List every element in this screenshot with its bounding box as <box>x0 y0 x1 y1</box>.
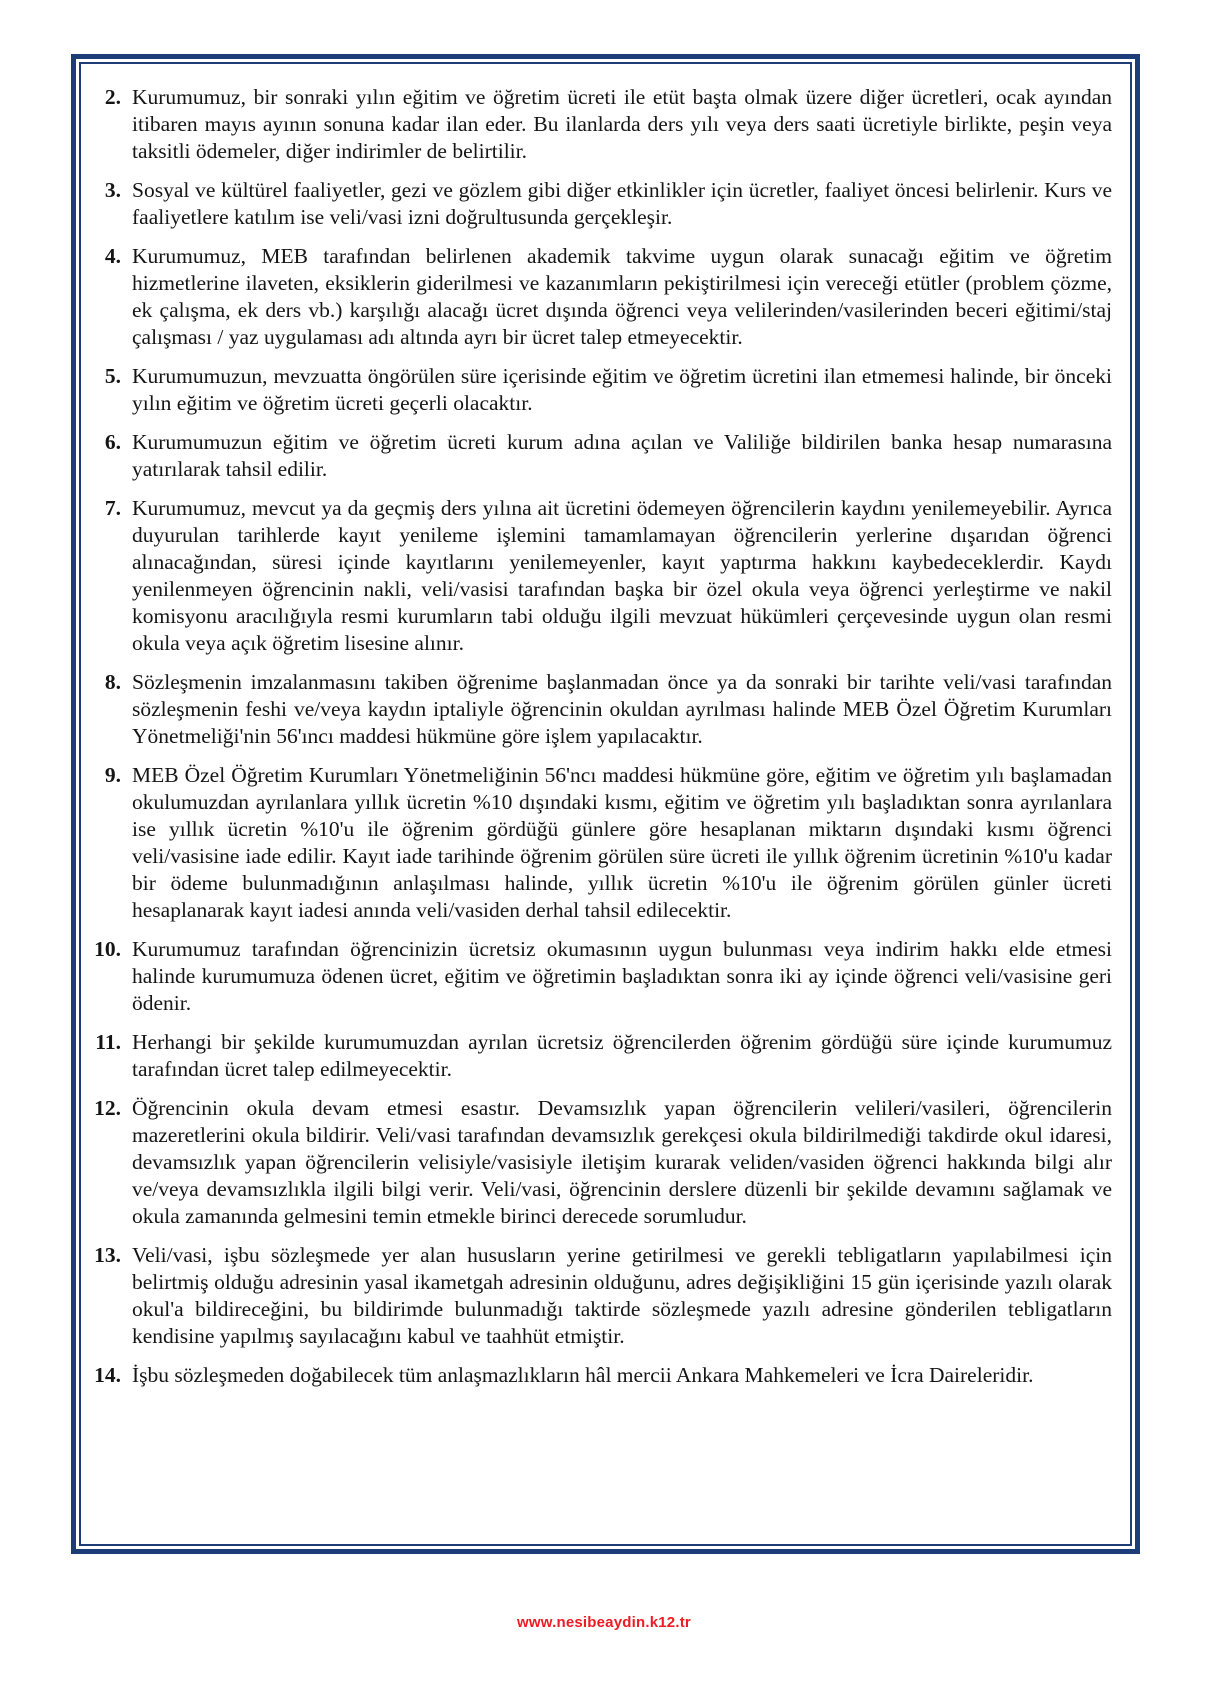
item-number: 13. <box>94 1243 121 1267</box>
list-item <box>93 936 1112 1017</box>
item-number: 6. <box>104 430 121 454</box>
item-number: 8. <box>104 670 121 694</box>
item-number: 12. <box>94 1096 121 1120</box>
item-text: Veli/vasi, işbu sözleşmede yer alan hususların yerine getirilmesi ve gerekli tebligatların yapılabilmesi için belirtmiş olduğu adresinin yasal ikametgah adresinin olduğunu, adres değişikliğini 15 gün içerisinde yazılı olarak okul'a bildireceğini, bu bildirimde bulunmadığı taktirde sözleşmede yazılı adresine gönderilen tebligatların kendisine yapılmış sayılacağını kabul ve taahhüt etmiştir. <box>132 1243 1112 1348</box>
item-text: Herhangi bir şekilde kurumumuzdan ayrılan ücretsiz öğrencilerden öğrenim gördüğü süre içinde kurumumuz tarafından ücret talep edilmeyecektir. <box>132 1030 1112 1081</box>
item-number: 14. <box>94 1363 121 1387</box>
item-text: Öğrencinin okula devam etmesi esastır. Devamsızlık yapan öğrencilerin velileri/vasileri, öğrencilerin mazeretlerini okula bildirir. Veli/vasi tarafından devamsızlık gerekçesi okula bildirilmediği takdirde okul idaresi, devamsızlık yapan öğrencilerin velisiyle/vasisiyle iletişim kurarak veliden/vasiden öğrenci hakkında bilgi alır ve/veya devamsızlıkla ilgili bilgi verir. Veli/vasi, öğrencinin derslere düzenli bir şekilde devamını sağlamak ve okula zamanında gelmesini temin etmekle birinci derecede sorumludur. <box>132 1096 1112 1228</box>
item-text: Sosyal ve kültürel faaliyetler, gezi ve gözlem gibi diğer etkinlikler için ücretler, faaliyet öncesi belirlenir. Kurs ve faaliyetlere katılım ise veli/vasi izni doğrultusunda gerçekleşir. <box>132 178 1112 229</box>
list-item <box>93 669 1112 750</box>
list-item <box>93 1029 1112 1083</box>
item-text: Kurumumuzun, mevzuatta öngörülen süre içerisinde eğitim ve öğretim ücretini ilan etmemesi halinde, bir önceki yılın eğitim ve öğretim ücreti geçerli olacaktır. <box>132 364 1112 415</box>
item-number: 5. <box>104 364 121 388</box>
item-text: Kurumumuz, mevcut ya da geçmiş ders yılına ait ücretini ödemeyen öğrencilerin kaydını yenilemeyebilir. Ayrıca duyurulan tarihlerde kayıt yenileme işlemini tamamlamayan öğrencilerin yerlerine dışarıdan öğrenci alınacağından, süresi içinde kayıtlarını yenilemeyenler, kayıt yaptırma hakkını kaybedeceklerdir. Kaydı yenilenmeyen öğrencinin nakli, veli/vasisi tarafından başka bir özel okula veya öğrenci yerleştirme ve nakil komisyonu aracılığıyla resmi kurumların tabi olduğu ilgili mevzuat hükümleri çerçevesinde uygun olan resmi okula veya açık öğretim lisesine alınır. <box>132 496 1112 655</box>
item-text: Kurumumuz, MEB tarafından belirlenen akademik takvime uygun olarak sunacağı eğitim ve öğretim hizmetlerine ilaveten, eksiklerin giderilmesi ve kazanımların pekiştirilmesi için vereceği etütler (problem çözme, ek çalışma, ek ders vb.) karşılığı alacağı ücret dışında öğrenci veya velilerinden/vasilerinden beceri eğitimi/staj çalışması / yaz uygulaması adı altında ayrı bir ücret talep etmeyecektir. <box>132 244 1112 349</box>
item-number: 11. <box>95 1030 121 1054</box>
item-text: MEB Özel Öğretim Kurumları Yönetmeliğinin 56'ncı maddesi hükmüne göre, eğitim ve öğretim yılı başlamadan okulumuzdan ayrılanlara yıllık ücretin %10 dışındaki kısmı, eğitim ve öğretim yılı başladıktan sonra ayrılanlara ise yıllık ücretin %10'u ile öğrenim gördüğü günlere göre hesaplanan miktarın dışındaki kısmı öğrenci veli/vasisine iade edilir. Kayıt iade tarihinde öğrenim görülen süre ücreti ile yıllık öğrenim ücretinin %10'u kadar bir ödeme bulunmadığının anlaşılması halinde, yıllık ücretin %10'u ile öğrenim görülen günler ücreti hesaplanarak kayıt iadesi anında veli/vasiden derhal tahsil edilecektir. <box>132 763 1112 922</box>
list-item <box>93 762 1112 924</box>
item-text: İşbu sözleşmeden doğabilecek tüm anlaşmazlıkların hâl mercii Ankara Mahkemeleri ve İcra Daireleridir. <box>132 1363 1034 1387</box>
footer-website-url: www.nesibeaydin.k12.tr <box>517 1614 691 1631</box>
list-item <box>93 1095 1112 1230</box>
item-text: Kurumumuz, bir sonraki yılın eğitim ve öğretim ücreti ile etüt başta olmak üzere diğer ücretleri, ocak ayından itibaren mayıs ayının sonuna kadar ilan eder. Bu ilanlarda ders yılı veya ders saati ücretiyle birlikte, peşin veya taksitli ödemeler, diğer indirimler de belirtilir. <box>132 85 1112 163</box>
item-number: 9. <box>104 763 121 787</box>
contract-clause-list <box>93 84 1112 1389</box>
item-number: 4. <box>104 244 121 268</box>
item-number: 3. <box>104 178 121 202</box>
document-inner-frame <box>79 62 1132 1546</box>
list-item <box>93 363 1112 417</box>
item-text: Kurumumuz tarafından öğrencinizin ücretsiz okumasının uygun bulunması veya indirim hakkı elde etmesi halinde kurumumuza ödenen ücret, eğitim ve öğretimin başladıktan sonra iki ay içinde öğrenci veli/vasisine geri ödenir. <box>132 937 1112 1015</box>
list-item <box>93 177 1112 231</box>
item-number: 10. <box>94 937 121 961</box>
item-number: 2. <box>104 85 121 109</box>
list-item <box>93 1362 1112 1389</box>
item-text: Kurumumuzun eğitim ve öğretim ücreti kurum adına açılan ve Valiliğe bildirilen banka hesap numarasına yatırılarak tahsil edilir. <box>132 430 1112 481</box>
item-number: 7. <box>104 496 121 520</box>
list-item <box>93 243 1112 351</box>
list-item <box>93 84 1112 165</box>
list-item <box>93 429 1112 483</box>
document-border-frame <box>71 54 1140 1554</box>
list-item <box>93 495 1112 657</box>
list-item <box>93 1242 1112 1350</box>
item-text: Sözleşmenin imzalanmasını takiben öğrenime başlanmadan önce ya da sonraki bir tarihte veli/vasi tarafından sözleşmenin feshi ve/veya kaydın iptaliyle öğrencinin okuldan ayrılması halinde MEB Özel Öğretim Kurumları Yönetmeliği'nin 56'ıncı maddesi hükmüne göre işlem yapılacaktır. <box>132 670 1112 748</box>
